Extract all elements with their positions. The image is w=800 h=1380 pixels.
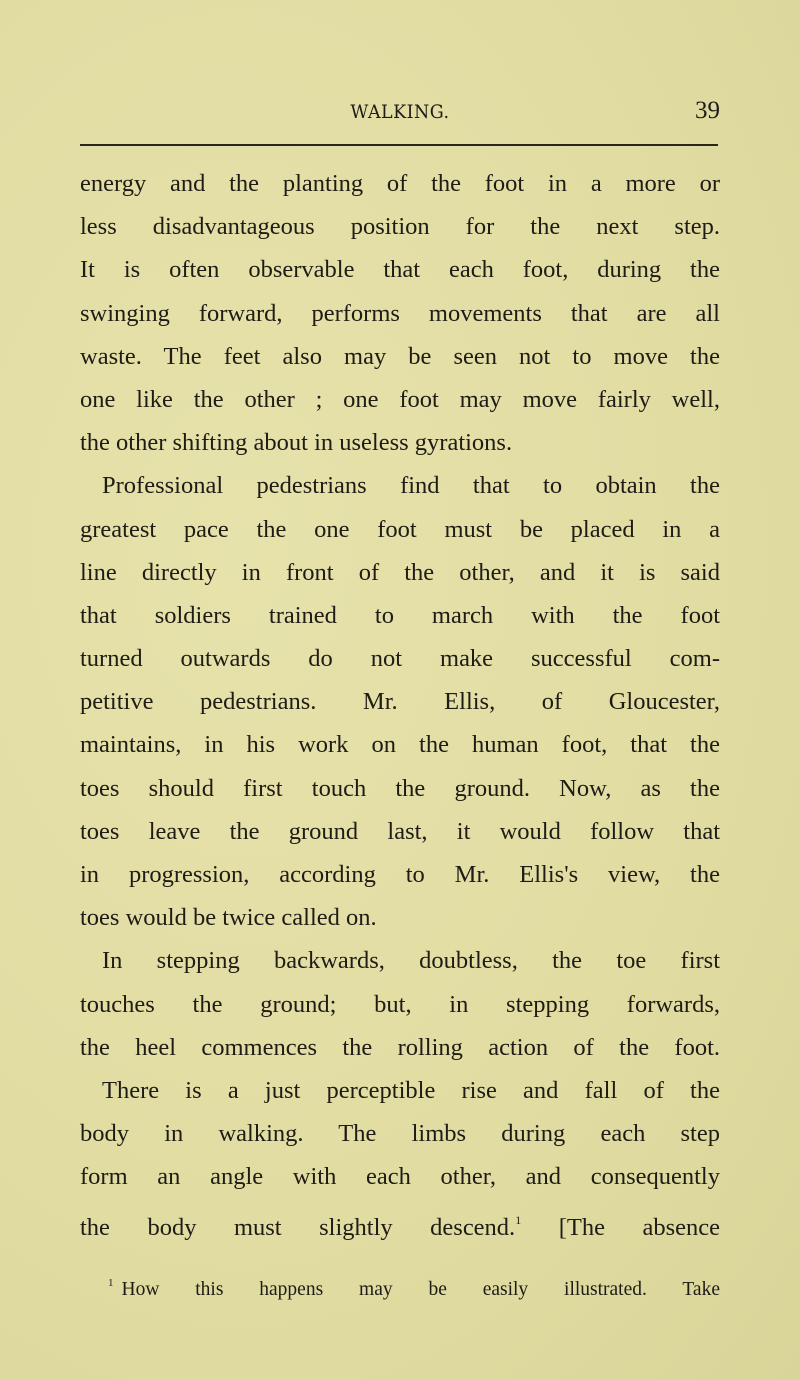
paragraph-start-line: In stepping backwards, doubtless, the toe first — [102, 947, 720, 975]
footnote-text: How this happens may be easily illustrated. Take — [121, 1279, 720, 1300]
text-line: turned outwards do not make successful com- — [80, 645, 720, 673]
text-line: body in walking. The limbs during each step — [80, 1120, 720, 1148]
running-head — [80, 97, 720, 127]
text-line: the heel commences the rolling action of the foot. — [80, 1033, 720, 1061]
running-title: WALKING. — [350, 101, 450, 123]
text-line: in progression, according to Mr. Ellis's view, the — [80, 861, 720, 888]
body-text — [80, 162, 720, 1242]
text-line: toes would be twice called on. — [80, 904, 377, 932]
text-line: energy and the planting of the foot in a more or — [80, 170, 720, 197]
footnote — [80, 1268, 720, 1305]
paragraph-start-line: Professional pedestrians find that to obtain the — [102, 472, 720, 500]
text-segment: the body must slightly descend. — [80, 1213, 516, 1241]
text-line: toes should first touch the ground. Now, as the — [80, 774, 720, 802]
text-line: toes leave the ground last, it would follow that — [80, 817, 720, 845]
footnote-mark: 1 — [108, 1277, 114, 1289]
text-line-with-footnote-ref — [80, 1199, 720, 1242]
text-line: the other shifting about in useless gyrations. — [80, 429, 513, 457]
text-line: less disadvantageous position for the next step. — [80, 213, 720, 241]
text-line: waste. The feet also may be seen not to move the — [80, 342, 720, 370]
footnote-reference: 1 — [515, 1212, 522, 1227]
text-line: swinging forward, performs movements that are all — [80, 299, 720, 327]
text-line: one like the other ; one foot may move fairly well, — [80, 385, 720, 413]
text-line: form an angle with each other, and consequently — [80, 1163, 720, 1191]
paragraph-start-line: There is a just perceptible rise and fall of the — [102, 1076, 720, 1104]
text-line: touches the ground; but, in stepping forwards, — [80, 990, 720, 1018]
text-line: that soldiers trained to march with the foot — [80, 601, 720, 629]
text-line: greatest pace the one foot must be placed in a — [80, 515, 720, 543]
text-line: maintains, in his work on the human foot, that the — [80, 731, 720, 759]
text-line: line directly in front of the other, and it is said — [80, 558, 720, 586]
text-segment: [The absence — [521, 1213, 720, 1241]
header-rule — [80, 144, 718, 146]
text-line: petitive pedestrians. Mr. Ellis, of Gloucester, — [80, 688, 720, 716]
text-line: It is often observable that each foot, during the — [80, 256, 720, 284]
page-number: 39 — [695, 97, 720, 124]
